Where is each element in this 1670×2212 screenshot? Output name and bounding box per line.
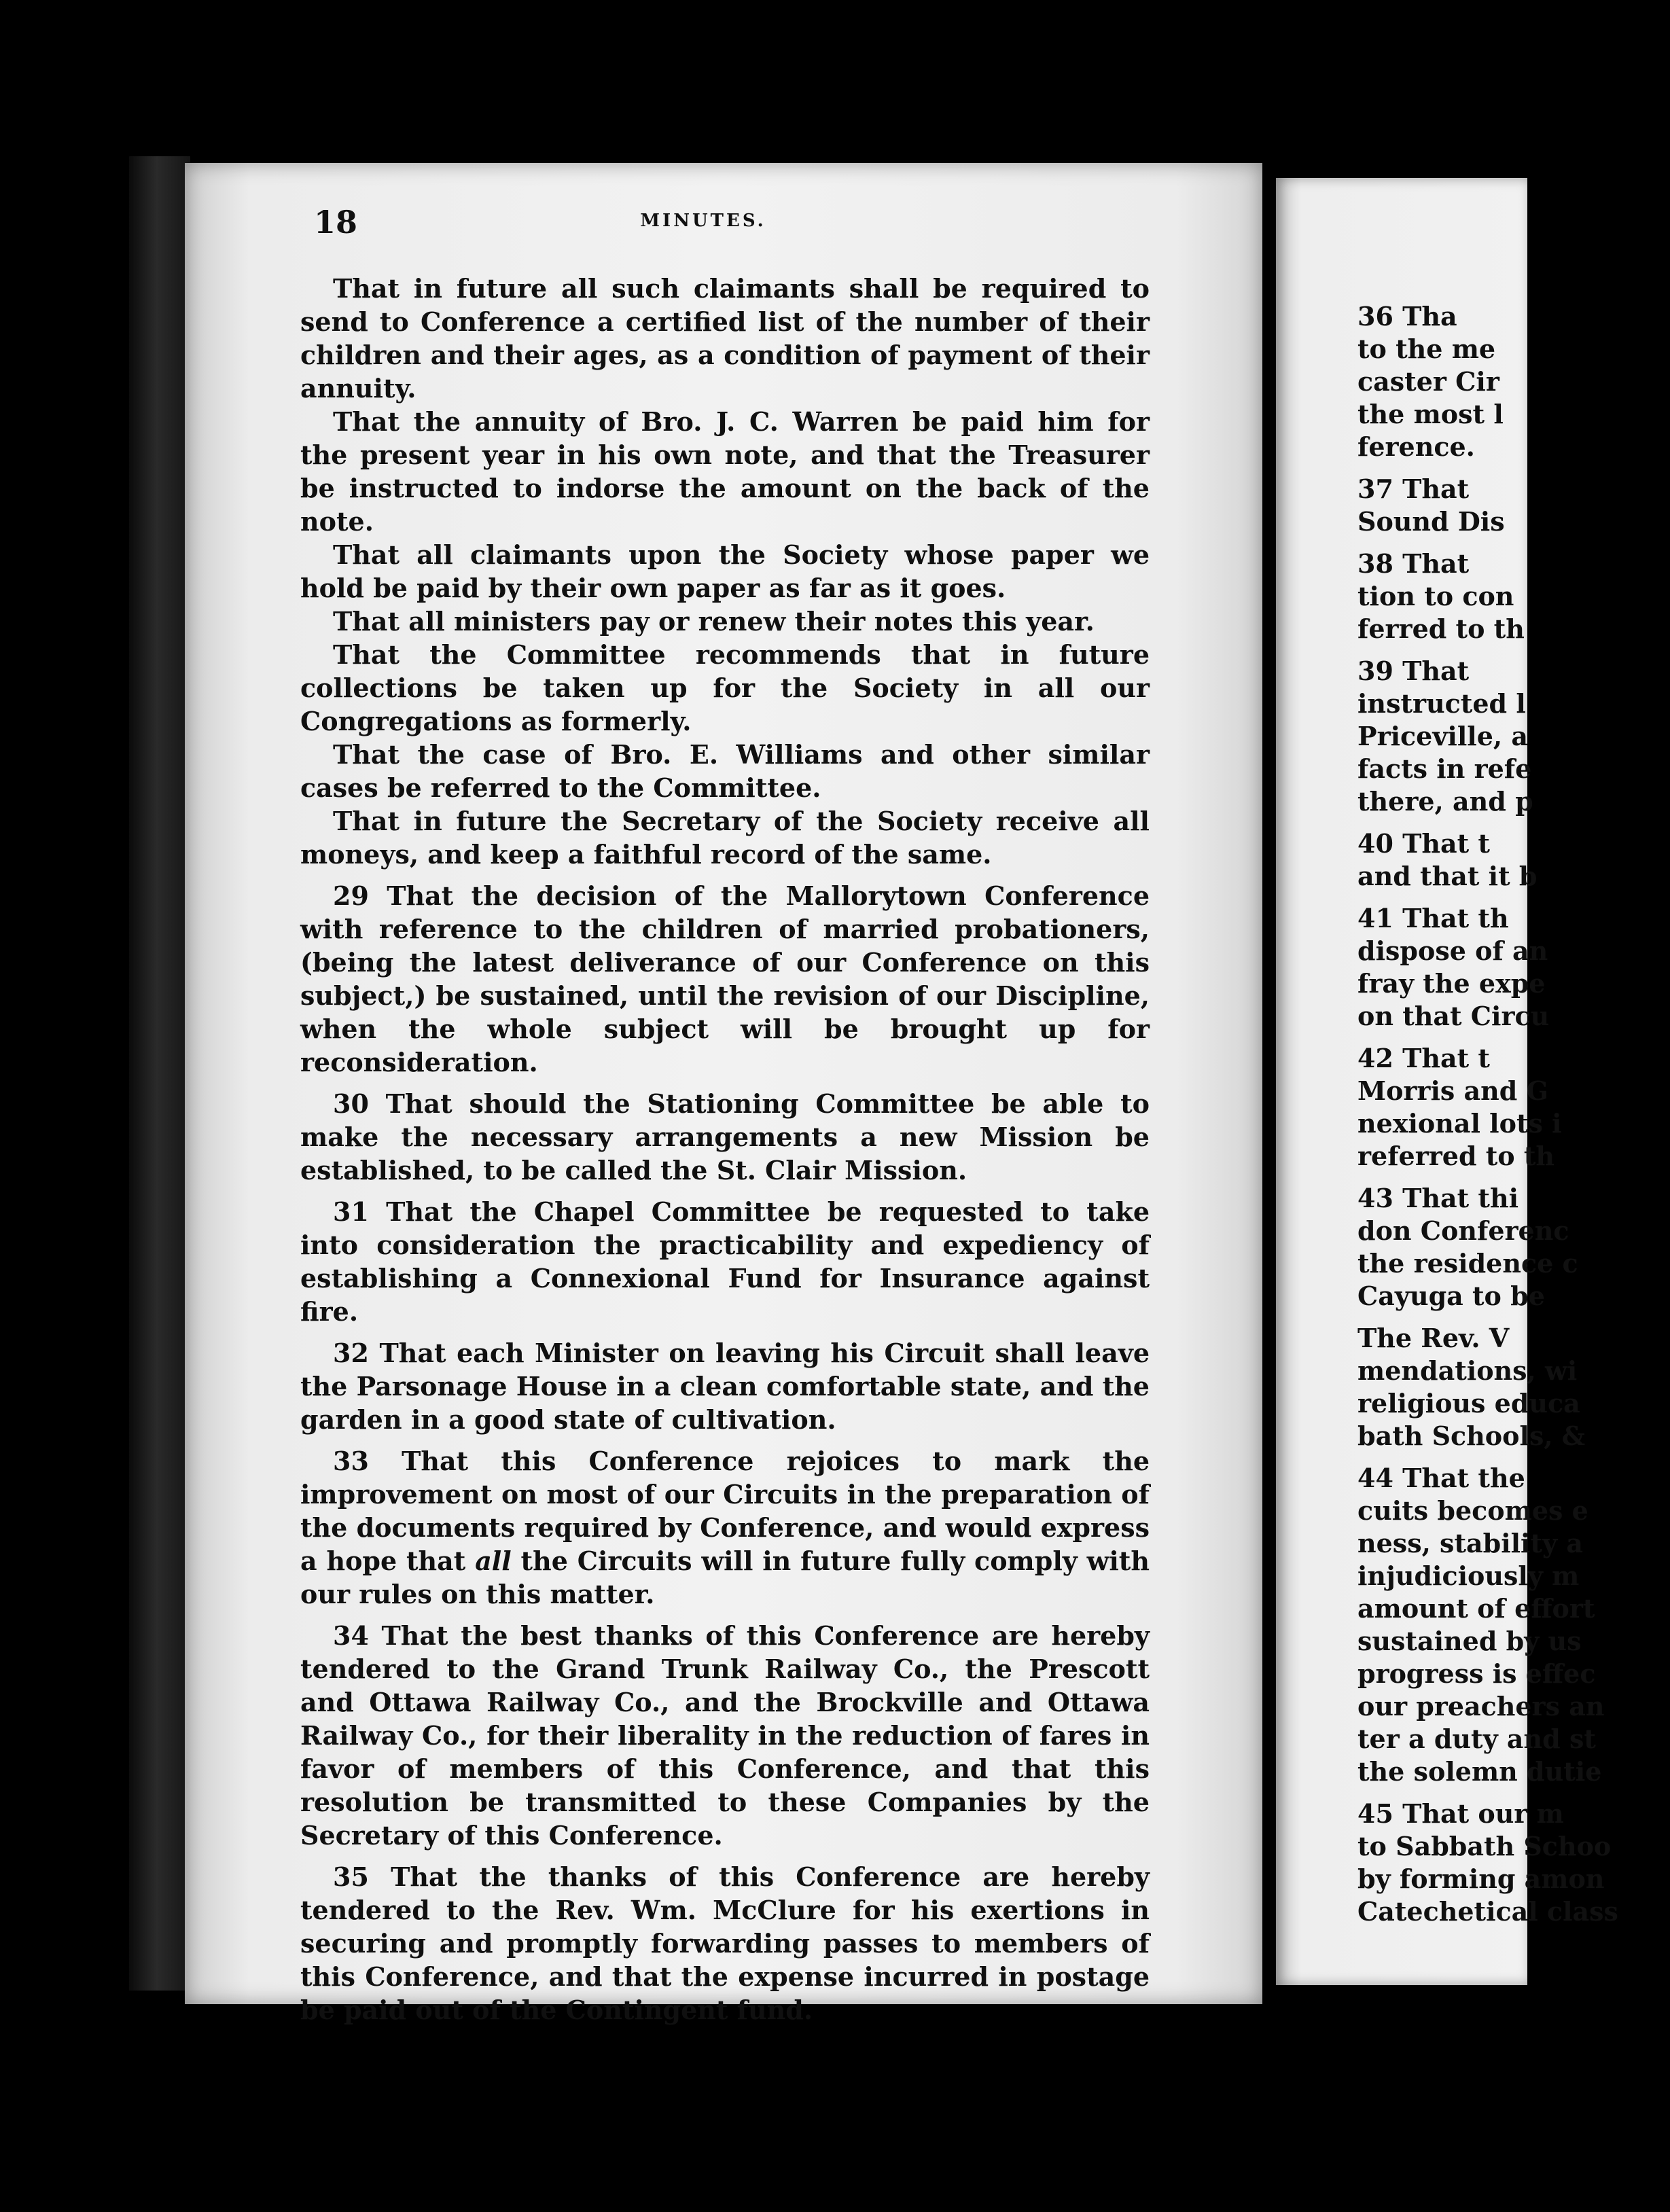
left-page (185, 163, 1262, 2025)
right-page-line: fray the expe (1357, 968, 1546, 999)
paragraph-gap (1357, 818, 1670, 827)
resolution-text: That the best thanks of this Conference are hereby tendered to the Grand Trunk Railway Co., the Prescott and Ottawa Railway Co., and the Brockville and Ottawa Railway Co., for their liberality in the reduction of fares in favor of members of this Conference, and that this resolution be transmitted to these Companies by the Secretary of this Conference. (300, 1620, 1150, 1851)
resolution-text: That the decision of the Mallorytown Conference with reference to the children of married probationers, (being the latest deliverance of our Conference on this subject,) be sustained, until the revision of our Discipline, when the whole subject will be brought up for reconsideration. (300, 880, 1150, 1077)
paragraph-gap (1357, 1173, 1670, 1182)
resolution-text: That should the Stationing Committee be able to make the necessary arrangements a new Mission be established, to be called the St. Clair Mission. (300, 1088, 1150, 1185)
right-page-line: on that Circu (1357, 1001, 1550, 1031)
right-page-line: mendations, wi (1357, 1355, 1578, 1386)
right-page-line: Cayuga to be (1357, 1281, 1545, 1311)
right-page-line: 45 That our m (1357, 1798, 1564, 1829)
right-page-line: by forming amon (1357, 1863, 1605, 1894)
page-body (300, 272, 1150, 2027)
right-page-line: our preachers an (1357, 1691, 1605, 1722)
right-page-line: 44 That the (1357, 1463, 1525, 1493)
resolution-30 (300, 1087, 1150, 1187)
right-page-line: the most l (1357, 399, 1504, 429)
resolution-text: That the thanks of this Conference are hereby tendered to the Rev. Wm. McClure for his exertions in securing and promptly forwarding passes to members of this Conference, and that the expense incurred in postage be paid out of the Contingent fund. (300, 1861, 1150, 2025)
right-page-line: there, and p (1357, 786, 1533, 817)
right-page-line: and that it b (1357, 861, 1538, 891)
right-page-line: progress is effec (1357, 1658, 1596, 1689)
resolution-number: 33 (333, 1446, 369, 1476)
right-page-line: amount of effort (1357, 1593, 1595, 1624)
right-page-partial (1276, 178, 1618, 1985)
right-page-line: Sound Dis (1357, 506, 1505, 537)
resolution-number: 29 (333, 880, 369, 911)
right-page-line: dispose of an (1357, 935, 1548, 966)
resolution-number: 35 (333, 1861, 369, 1892)
right-page-line: 38 That (1357, 548, 1470, 579)
paragraph-gap (1357, 1033, 1670, 1042)
resolution-31 (300, 1195, 1150, 1328)
paragraph-secretary-record: That in future the Secretary of the Society receive all moneys, and keep a faithful record of the same. (300, 806, 1150, 870)
right-page-line: instructed l (1357, 688, 1526, 719)
resolution-text-before-emphasis: That this Conference rejoices to mark the improvement on most of our Circuits in the preparation of the documents required by Conference, and would express a hope that (300, 1446, 1150, 1576)
resolution-29 (300, 879, 1150, 1079)
resolution-number: 30 (333, 1088, 369, 1119)
right-page-line: injudiciously m (1357, 1560, 1580, 1591)
paragraph-gap (1357, 538, 1670, 548)
right-page-line: Morris and G (1357, 1075, 1549, 1106)
right-page-line: ter a duty and st (1357, 1724, 1596, 1754)
header-title: MINUTES. (640, 211, 766, 231)
right-page-line: to the me (1357, 334, 1496, 364)
right-page-line: 41 That th (1357, 903, 1509, 933)
running-head (314, 204, 1092, 245)
right-page-line: caster Cir (1357, 366, 1499, 397)
right-page-line: The Rev. V (1357, 1323, 1510, 1353)
paragraph-gap (1357, 645, 1670, 655)
paragraph-gap (1357, 1313, 1670, 1322)
paragraph-collections: That the Committee recommends that in future collections be taken up for the Society in all our Congregations as formerly. (300, 639, 1150, 736)
right-page-line: 36 Tha (1357, 301, 1457, 332)
right-page-line: cuits becomes e (1357, 1495, 1588, 1526)
right-page-line: tion to con (1357, 581, 1514, 611)
paragraph-gap (1357, 1788, 1670, 1798)
resolution-text: That each Minister on leaving his Circuit shall leave the Parsonage House in a clean comfortable state, and the garden in a good state of cultivation. (300, 1338, 1150, 1435)
right-page-line: facts in refe (1357, 753, 1532, 784)
right-page-line: 37 That (1357, 474, 1470, 504)
right-page-line: 40 That t (1357, 828, 1490, 859)
right-page-line: don Conferenc (1357, 1215, 1569, 1246)
paragraph-gap (1357, 893, 1670, 902)
page-gutter (1262, 163, 1276, 2004)
resolution-32 (300, 1336, 1150, 1436)
right-page-line: Priceville, a (1357, 721, 1528, 751)
right-page-line: Catechetical class (1357, 1896, 1618, 1927)
right-page-line: to Sabbath Schoo (1357, 1831, 1612, 1861)
right-page-line: ferred to th (1357, 613, 1525, 644)
book-spine (129, 156, 190, 1991)
right-page-line: 39 That (1357, 656, 1470, 686)
resolution-text: That the Chapel Committee be requested to take into consideration the practicability and expediency of establishing a Connexional Fund for Insurance against fire. (300, 1196, 1150, 1327)
right-page-line: ference. (1357, 431, 1475, 462)
paragraph-ministers-notes: That all ministers pay or renew their notes this year. (333, 606, 1095, 637)
resolution-number: 31 (333, 1196, 369, 1227)
right-page-line: 42 That t (1357, 1043, 1490, 1073)
paragraph-claimants-list: That in future all such claimants shall be required to send to Conference a certified list of the number of their children and their ages, as a condition of payment of their annuity. (300, 273, 1150, 404)
right-page-line: the solemn dutie (1357, 1756, 1602, 1787)
right-page-line: ness, stability a (1357, 1528, 1583, 1558)
resolution-35 (300, 1860, 1150, 2027)
right-page-line: religious educa (1357, 1388, 1580, 1419)
right-page-line: 43 That thi (1357, 1183, 1519, 1213)
right-page-line: nexional lots i (1357, 1108, 1562, 1139)
paragraph-warren-annuity: That the annuity of Bro. J. C. Warren be paid him for the present year in his own note, and that the Treasurer be instructed to indorse the amount on the back of the note. (300, 406, 1150, 537)
right-page-line: bath Schools, & (1357, 1421, 1586, 1451)
paragraph-gap (1357, 1452, 1670, 1462)
paragraph-gap (1357, 463, 1670, 473)
right-page-line: sustained by us (1357, 1626, 1582, 1656)
emphasis-all: all (475, 1546, 512, 1576)
paragraph-claimants-paper: That all claimants upon the Society whose paper we hold be paid by their own paper as far as it goes. (300, 539, 1150, 603)
resolution-33 (300, 1444, 1150, 1611)
right-page-line: the residence c (1357, 1248, 1578, 1279)
resolution-34 (300, 1619, 1150, 1852)
resolution-text-after-emphasis: the Circuits will in future fully comply with our rules on this matter. (300, 1546, 1150, 1609)
paragraph-williams-case: That the case of Bro. E. Williams and other similar cases be referred to the Committee. (300, 739, 1150, 803)
right-page-line: referred to th (1357, 1141, 1555, 1171)
resolution-number: 34 (333, 1620, 369, 1651)
page-number: 18 (314, 204, 358, 240)
resolution-number: 32 (333, 1338, 369, 1368)
right-page-text (1357, 300, 1670, 1928)
